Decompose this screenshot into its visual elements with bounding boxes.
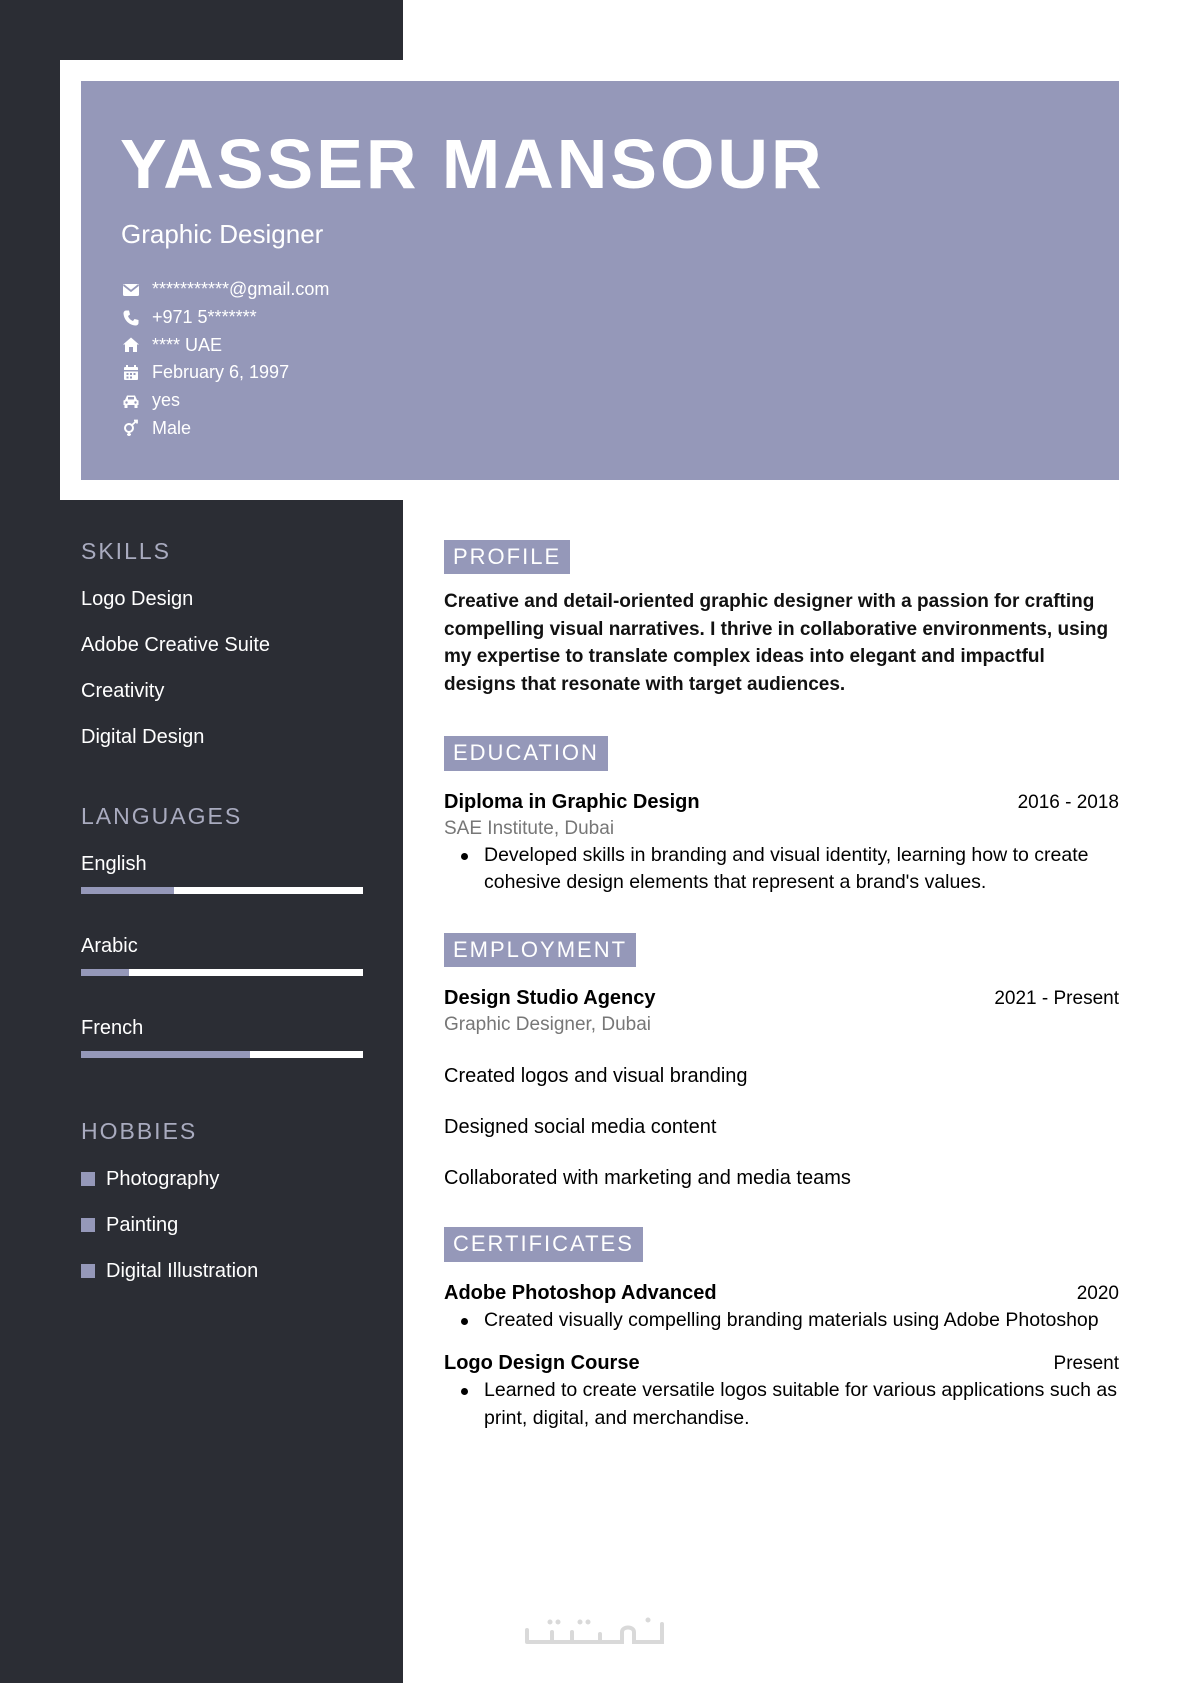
- employment-heading: EMPLOYMENT: [444, 933, 636, 967]
- address-text: **** UAE: [152, 334, 223, 355]
- bullet-dot-icon: [444, 1377, 484, 1432]
- hobby-item: [81, 1261, 363, 1281]
- bullet-text: Created visually compelling branding materials using Adobe Photoshop: [484, 1308, 1099, 1331]
- hobby-label: Painting: [106, 1214, 179, 1236]
- languages-heading: LANGUAGES: [81, 803, 243, 829]
- driving-license-text: yes: [152, 390, 181, 411]
- phone-icon: [120, 309, 142, 327]
- language-bar: [81, 969, 363, 976]
- language-french: [81, 1018, 363, 1058]
- contact-driving-license: [120, 387, 329, 415]
- hobbies-heading: HOBBIES: [81, 1118, 198, 1144]
- language-bar-fill: [81, 1051, 250, 1058]
- khamsat-watermark-logo: [522, 1612, 672, 1652]
- certificate-date: 2020: [1076, 1282, 1119, 1304]
- certificates-section: [444, 1227, 1119, 1432]
- certificate-entry: [444, 1282, 1119, 1335]
- home-icon: [120, 336, 142, 354]
- bullet-square-icon: [81, 1264, 95, 1278]
- employment-date: 2021 - Present: [994, 988, 1119, 1010]
- skill-item: Adobe Creative Suite: [81, 634, 271, 656]
- main-content: [444, 540, 1119, 1432]
- contact-gender: [120, 414, 329, 442]
- gender-text: Male: [152, 417, 192, 438]
- certificate-date: Present: [1053, 1353, 1119, 1375]
- language-bar-fill: [81, 887, 174, 894]
- hobby-label: Digital Illustration: [106, 1260, 259, 1282]
- certificate-bullet: [444, 1377, 1119, 1432]
- bullet-dot-icon: [444, 842, 484, 897]
- contact-list: [120, 276, 329, 442]
- education-heading: EDUCATION: [444, 736, 608, 770]
- job-title: Graphic Designer: [121, 219, 324, 249]
- certificate-title: Adobe Photoshop Advanced: [444, 1281, 717, 1304]
- hobby-item: [81, 1169, 363, 1189]
- education-entry: [444, 791, 1119, 897]
- sidebar: [81, 540, 363, 1281]
- hobby-item: [81, 1215, 363, 1235]
- language-bar-fill: [81, 969, 129, 976]
- language-name: French: [81, 1017, 144, 1039]
- language-name: English: [81, 853, 147, 875]
- education-date: 2016 - 2018: [1017, 791, 1119, 813]
- education-institution: SAE Institute, Dubai: [444, 817, 615, 839]
- language-english: [81, 854, 363, 894]
- language-arabic: [81, 936, 363, 976]
- contact-email: [120, 276, 329, 304]
- employment-title: Design Studio Agency: [444, 987, 656, 1010]
- skill-item: Creativity: [81, 680, 165, 702]
- email-text: ***********@gmail.com: [152, 279, 330, 300]
- contact-address: [120, 331, 329, 359]
- skill-item: Digital Design: [81, 726, 205, 748]
- envelope-icon: [120, 281, 142, 299]
- person-name: YASSER MANSOUR: [120, 125, 825, 203]
- skills-heading: SKILLS: [81, 538, 171, 564]
- car-icon: [120, 392, 142, 410]
- bullet-text: Learned to create versatile logos suitable for various applications such as print, digital, and merchandise.: [484, 1379, 1118, 1429]
- certificate-bullet: [444, 1307, 1119, 1335]
- bullet-square-icon: [81, 1218, 95, 1232]
- employment-entry: [444, 987, 1119, 1189]
- certificate-title: Logo Design Course: [444, 1352, 640, 1375]
- employment-role: Graphic Designer, Dubai: [444, 1014, 651, 1036]
- employment-item: Collaborated with marketing and media teams: [444, 1167, 851, 1190]
- hobby-label: Photography: [106, 1168, 220, 1190]
- certificates-heading: CERTIFICATES: [444, 1227, 643, 1261]
- birthdate-text: February 6, 1997: [152, 362, 290, 383]
- calendar-icon: [120, 364, 142, 382]
- contact-phone: [120, 304, 329, 332]
- employment-item: Created logos and visual branding: [444, 1065, 748, 1088]
- profile-text: Creative and detail-oriented graphic designer with a passion for crafting compelling visual narratives. I thrive in collaborative environments, using my expertise to translate complex ideas into elegant and impactful designs that resonate with target audiences.: [444, 591, 1109, 695]
- language-bar: [81, 887, 363, 894]
- education-title: Diploma in Graphic Design: [444, 790, 700, 813]
- certificate-entry: [444, 1352, 1119, 1432]
- skill-item: Logo Design: [81, 588, 194, 610]
- employment-section: [444, 933, 1119, 1189]
- education-bullet: [444, 842, 1119, 897]
- language-name: Arabic: [81, 935, 138, 957]
- bullet-text: Developed skills in branding and visual identity, learning how to create cohesive design elements that represent a brand's values.: [484, 843, 1089, 894]
- contact-birthdate: [120, 359, 329, 387]
- education-section: [444, 736, 1119, 896]
- phone-text: +971 5*******: [152, 307, 257, 328]
- employment-item: Designed social media content: [444, 1116, 717, 1139]
- gender-icon: [120, 419, 142, 437]
- profile-heading: PROFILE: [444, 540, 570, 574]
- bullet-dot-icon: [444, 1307, 484, 1335]
- bullet-square-icon: [81, 1172, 95, 1186]
- language-bar: [81, 1051, 363, 1058]
